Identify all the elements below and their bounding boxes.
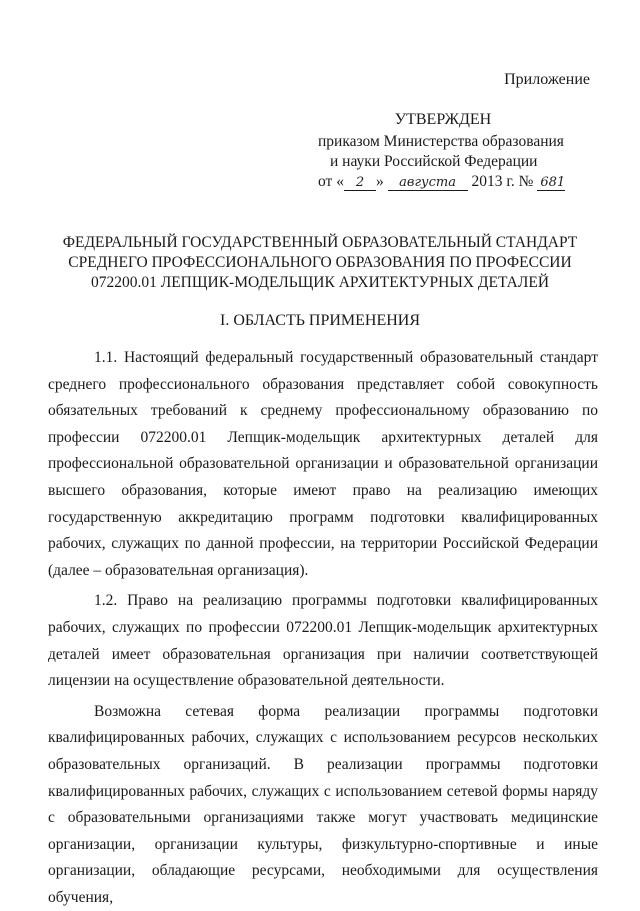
approval-block [318, 110, 608, 192]
handwritten-month: августа [388, 176, 468, 191]
paragraph-1-2: 1.2. Право на реализацию программы подготовки квалифицированных рабочих, служащих по профессии 072200.01 Лепщик-модельщик архитектурных деталей имеет образовательная организация при наличии соответствующей лицензии на осуществление образовательной деятельности. [48, 592, 598, 690]
date-year: 2013 г. № [471, 173, 534, 190]
approved-heading: УТВЕРЖДЕН [394, 111, 492, 128]
date-prefix: от « [318, 173, 344, 190]
order-date-line [318, 172, 608, 192]
title-line-1: ФЕДЕРАЛЬНЫЙ ГОСУДАРСТВЕННЫЙ ОБРАЗОВАТЕЛЬНЫЙ СТАНДАРТ [62, 234, 578, 251]
order-line-1: приказом Министерства образования [318, 133, 564, 150]
section-heading: I. ОБЛАСТЬ ПРИМЕНЕНИЯ [219, 312, 421, 329]
title-line-2: СРЕДНЕГО ПРОФЕССИОНАЛЬНОГО ОБРАЗОВАНИЯ ПО ПРОФЕССИИ [68, 254, 572, 271]
date-mid: » [375, 173, 384, 190]
title-line-3: 072200.01 ЛЕПЩИК-МОДЕЛЬЩИК АРХИТЕКТУРНЫХ ДЕТАЛЕЙ [90, 274, 550, 291]
handwritten-order-number: 681 [537, 176, 565, 191]
handwritten-day: 2 [344, 176, 376, 191]
paragraph-network-form: Возможна сетевая форма реализации программы подготовки квалифицированных рабочих, служащих с использованием ресурсов нескольких образовательных организаций. В реализации программы подготовки квалифицированных рабочих, служащих с использованием сетевой формы наряду с образовательными организациями также могут участвовать медицинские организации, организации культуры, физкультурно-спортивные и иные организации, обладающие ресурсами, необходимыми для осуществления обучения, [48, 702, 598, 906]
paragraph-1-1: 1.1. Настоящий федеральный государственный образовательный стандарт среднего профессионального образования представляет собой совокупность обязательных требований к среднему профессиональному образованию по профессии 072200.01 Лепщик-модельщик архитектурных деталей для профессиональной образовательной организации и образовательной организации высшего образования, которые имеют право на реализацию имеющих государственную аккредитацию программ подготовки квалифицированных рабочих, служащих по данной профессии, на территории Российской Федерации (далее – образовательная организация). [48, 349, 598, 579]
order-line-2: и науки Российской Федерации [330, 153, 538, 170]
appendix-label: Приложение [504, 71, 590, 88]
document-title [40, 233, 600, 293]
section-body [48, 345, 598, 911]
